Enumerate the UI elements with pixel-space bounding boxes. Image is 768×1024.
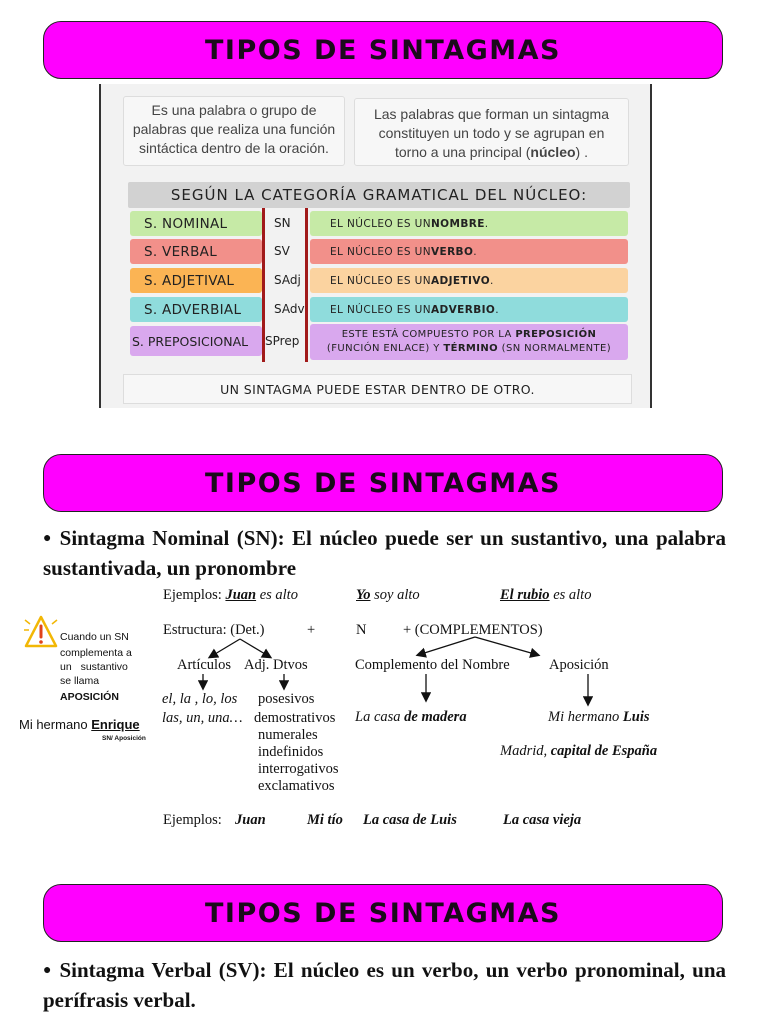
row-abbr: SAdv — [274, 302, 305, 316]
footer-note: UN SINTAGMA PUEDE ESTAR DENTRO DE OTRO. — [123, 374, 632, 404]
sn-definition: ● Sintagma Nominal (SN): El núcleo puede ser un sustantivo, una palabra sustantivada, un pronombre — [43, 526, 726, 580]
banner-title: TIPOS DE SINTAGMAS — [205, 34, 561, 66]
row-name: S. ADJETIVAL — [130, 268, 262, 293]
row-desc: EL NÚCLEO ES UN ADVERBIO . — [310, 297, 628, 322]
row-name: S. VERBAL — [130, 239, 262, 264]
row-abbr: SAdj — [274, 273, 301, 287]
nucleus-note: Las palabras que forman un sintagma constituyen un todo y se agrupan en torno a una principal (núcleo) . — [354, 98, 629, 166]
row-name: S. PREPOSICIONAL — [130, 326, 262, 356]
estructura-label: Estructura: (Det.) — [163, 622, 265, 638]
row-desc: EL NÚCLEO ES UN VERBO . — [310, 239, 628, 264]
row-abbr: SV — [274, 244, 290, 258]
row-desc: EL NÚCLEO ES UN ADJETIVO . — [310, 268, 628, 293]
cn-example: La casa de madera — [355, 709, 467, 725]
banner-title: TIPOS DE SINTAGMAS — [205, 897, 561, 929]
row-name: S. ADVERBIAL — [130, 297, 262, 322]
row-desc: ESTE ESTÁ COMPUESTO POR LA PREPOSICIÓN (FUNCIÓN ENLACE) Y TÉRMINO (SN NORMALMENTE) — [310, 324, 628, 360]
section-banner — [43, 884, 723, 942]
side-example: Mi hermano Enrique — [19, 717, 140, 732]
category-header: SEGÚN LA CATEGORÍA GRAMATICAL DEL NÚCLEO: — [128, 182, 630, 208]
row-abbr: SN — [274, 216, 291, 230]
row-desc: EL NÚCLEO ES UN NOMBRE . — [310, 211, 628, 236]
aposicion-example: Madrid, capital de España — [500, 743, 658, 759]
ejemplos-row: Ejemplos: Juan es alto — [163, 587, 298, 603]
warning-icon — [22, 612, 60, 652]
banner-title: TIPOS DE SINTAGMAS — [205, 467, 561, 499]
aposicion-example: Mi hermano Luis — [548, 709, 650, 725]
row-name: S. NOMINAL — [130, 211, 262, 236]
sv-definition: ● Sintagma Verbal (SV): El núcleo es un verbo, un verbo pronominal, una perífrasis verbal. — [43, 958, 726, 1012]
definition-note: Es una palabra o grupo de palabras que realiza una función sintáctica dentro de la oración. — [123, 96, 345, 166]
row-abbr: SPrep — [265, 334, 300, 348]
